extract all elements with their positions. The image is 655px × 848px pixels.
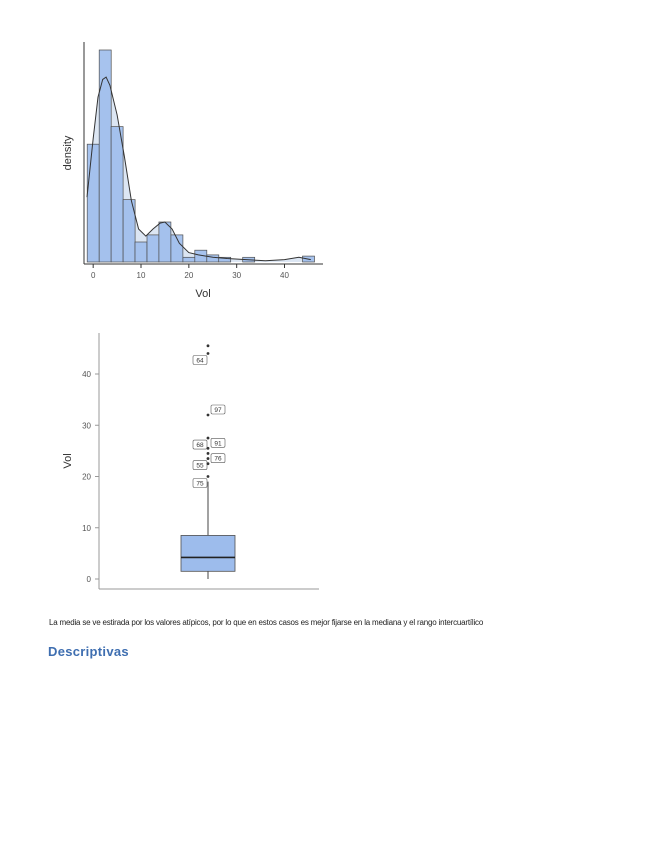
histogram-bar bbox=[207, 255, 219, 262]
histogram-bar bbox=[147, 235, 159, 262]
y-tick-label: 40 bbox=[82, 370, 91, 379]
outlier-label: 97 bbox=[214, 407, 222, 414]
histogram-bar bbox=[87, 144, 99, 262]
histogram-bar bbox=[159, 222, 171, 262]
box-body bbox=[181, 482, 235, 579]
x-tick-label: 0 bbox=[90, 271, 96, 280]
y-axis-title: Vol bbox=[62, 453, 74, 469]
histogram-bar bbox=[183, 257, 195, 262]
interpretation-note: La media se ve estirada por los valores atípicos, por lo que en estos casos es mejor fijarse en la mediana y el rango intercuartílico bbox=[49, 618, 484, 627]
outlier-label: 91 bbox=[214, 440, 222, 448]
outlier-label: 64 bbox=[196, 357, 204, 365]
outlier-point bbox=[207, 462, 210, 465]
outlier-label: 75 bbox=[196, 480, 204, 488]
x-tick-label: 30 bbox=[232, 271, 242, 280]
histogram-bars bbox=[87, 50, 315, 262]
x-axis-ticks bbox=[91, 264, 290, 280]
boxplot-chart bbox=[55, 328, 345, 603]
outlier-label: 68 bbox=[196, 442, 204, 450]
x-axis-title: Vol bbox=[195, 288, 211, 300]
y-tick-label: 10 bbox=[82, 523, 91, 533]
histogram-chart bbox=[55, 22, 385, 327]
x-tick-label: 20 bbox=[184, 271, 194, 280]
x-tick-label: 10 bbox=[136, 271, 146, 280]
y-axis-title: density bbox=[62, 135, 74, 171]
outlier-point bbox=[207, 437, 210, 440]
outlier-point bbox=[207, 344, 210, 347]
outlier-point bbox=[207, 447, 210, 450]
section-heading: Descriptivas bbox=[48, 644, 129, 659]
x-tick-label: 40 bbox=[280, 271, 289, 280]
outlier-point bbox=[207, 414, 210, 417]
outlier-group bbox=[193, 344, 225, 487]
histogram-bar bbox=[99, 50, 111, 262]
outlier-label: 76 bbox=[214, 455, 222, 463]
histogram-bar bbox=[135, 242, 147, 262]
outlier-label: 55 bbox=[196, 462, 204, 470]
outlier-point bbox=[207, 475, 210, 478]
iqr-box bbox=[181, 535, 235, 571]
y-axis-ticks bbox=[82, 370, 99, 584]
outlier-point bbox=[207, 457, 210, 460]
y-tick-label: 20 bbox=[82, 472, 91, 482]
y-tick-label: 0 bbox=[86, 575, 91, 584]
y-tick-label: 30 bbox=[82, 421, 91, 431]
histogram-bar bbox=[111, 127, 123, 262]
outlier-point bbox=[207, 452, 210, 455]
outlier-point bbox=[207, 352, 210, 355]
